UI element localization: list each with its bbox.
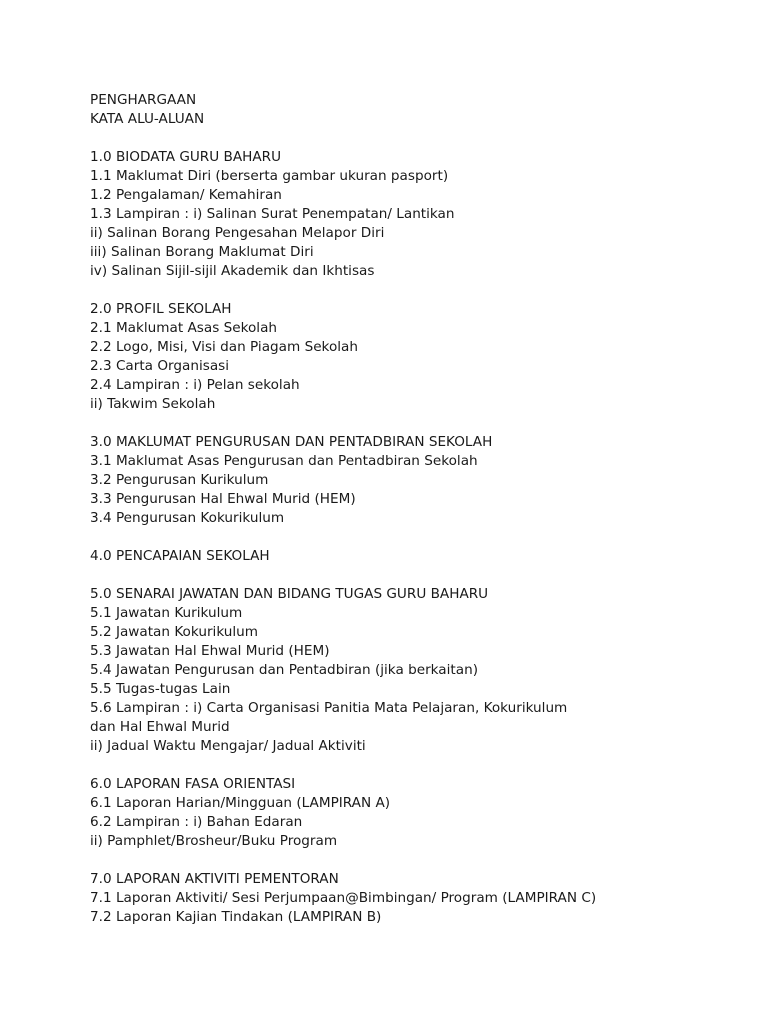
document-line: 2.4 Lampiran : i) Pelan sekolah [90,377,300,393]
blank-line [90,756,730,775]
blank-line [90,129,730,148]
document-line: ii) Takwim Sekolah [90,396,216,412]
document-line: 2.2 Logo, Misi, Visi dan Piagam Sekolah [90,339,358,355]
document-line: 3.2 Pengurusan Kurikulum [90,472,269,488]
document-line: 5.1 Jawatan Kurikulum [90,605,243,621]
document-line: iv) Salinan Sijil-sijil Akademik dan Ikhtisas [90,263,375,279]
document-line: 1.3 Lampiran : i) Salinan Surat Penempatan/ Lantikan [90,206,455,222]
document-line: 3.4 Pengurusan Kokurikulum [90,510,285,526]
document-line: 7.0 LAPORAN AKTIVITI PEMENTORAN [90,871,339,887]
document-line: KATA ALU-ALUAN [90,111,205,127]
blank-line [90,281,730,300]
blank-line [90,414,730,433]
document-line: PENGHARGAAN [90,92,197,108]
document-line: 1.0 BIODATA GURU BAHARU [90,149,282,165]
document-line: ii) Pamphlet/Brosheur/Buku Program [90,833,338,849]
document-line: 1.2 Pengalaman/ Kemahiran [90,187,282,203]
document-line: 2.3 Carta Organisasi [90,358,230,374]
document-line: 6.0 LAPORAN FASA ORIENTASI [90,776,296,792]
document-line: iii) Salinan Borang Maklumat Diri [90,244,314,260]
document-line: ii) Salinan Borang Pengesahan Melapor Diri [90,225,385,241]
document-line: 5.2 Jawatan Kokurikulum [90,624,259,640]
blank-line [90,851,730,870]
document-body [90,91,730,927]
document-line: 1.1 Maklumat Diri (berserta gambar ukuran pasport) [90,168,449,184]
document-line: 7.2 Laporan Kajian Tindakan (LAMPIRAN B) [90,909,382,925]
document-line: 5.5 Tugas-tugas Lain [90,681,231,697]
document-line: 7.1 Laporan Aktiviti/ Sesi Perjumpaan@Bimbingan/ Program (LAMPIRAN C) [90,890,597,906]
document-line: 3.1 Maklumat Asas Pengurusan dan Pentadbiran Sekolah [90,453,478,469]
document-line: 6.1 Laporan Harian/Mingguan (LAMPIRAN A) [90,795,391,811]
document-line: 3.0 MAKLUMAT PENGURUSAN DAN PENTADBIRAN SEKOLAH [90,434,493,450]
document-line: 5.0 SENARAI JAWATAN DAN BIDANG TUGAS GURU BAHARU [90,586,489,602]
blank-line [90,528,730,547]
document-line: 2.1 Maklumat Asas Sekolah [90,320,278,336]
document-line: 6.2 Lampiran : i) Bahan Edaran [90,814,303,830]
document-line: 4.0 PENCAPAIAN SEKOLAH [90,548,270,564]
document-line: 3.3 Pengurusan Hal Ehwal Murid (HEM) [90,491,356,507]
document-line: 5.3 Jawatan Hal Ehwal Murid (HEM) [90,643,330,659]
document-line: dan Hal Ehwal Murid [90,719,230,735]
document-line: ii) Jadual Waktu Mengajar/ Jadual Aktiviti [90,738,366,754]
document-line: 5.4 Jawatan Pengurusan dan Pentadbiran (jika berkaitan) [90,662,478,678]
document-line: 5.6 Lampiran : i) Carta Organisasi Panitia Mata Pelajaran, Kokurikulum [90,700,568,716]
blank-line [90,566,730,585]
document-line: 2.0 PROFIL SEKOLAH [90,301,232,317]
